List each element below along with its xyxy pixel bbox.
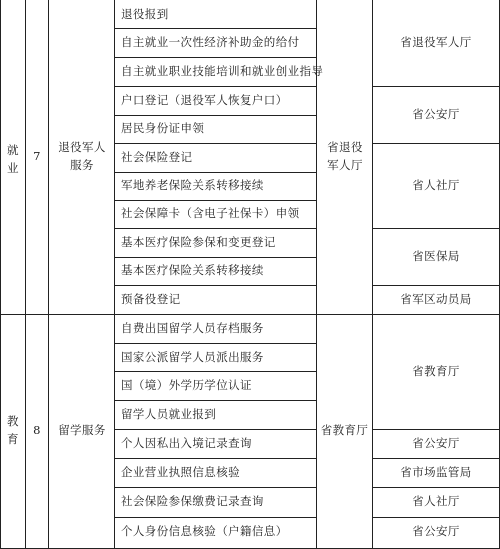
lead-dept-cell: 省退役军人厅	[327, 140, 363, 172]
table-line	[372, 143, 500, 144]
table-line	[114, 517, 317, 518]
dept-cell: 省医保局	[412, 249, 460, 263]
service-item: 个人身份信息核验（户籍信息）	[121, 524, 288, 538]
dept-cell: 省公安厅	[412, 436, 460, 450]
table-line	[114, 285, 317, 286]
table-line	[372, 228, 500, 229]
table-line	[114, 257, 317, 258]
dept-cell: 省人社厅	[412, 494, 460, 508]
table-line	[114, 57, 317, 58]
table-line	[114, 86, 317, 87]
service-cell: 留学服务	[58, 423, 106, 437]
number-cell: 8	[33, 423, 41, 437]
table-line	[114, 371, 317, 372]
category-cell: 就业	[7, 143, 19, 175]
service-item: 国家公派留学人员派出服务	[121, 350, 264, 364]
service-item: 退役报到	[121, 7, 169, 21]
service-item: 社会保险登记	[121, 150, 193, 164]
service-item: 军地养老保险关系转移接续	[121, 178, 264, 192]
dept-cell: 省公安厅	[412, 107, 460, 121]
dept-cell: 省市场监管局	[400, 465, 472, 479]
table-line	[48, 0, 49, 549]
service-item: 基本医疗保险参保和变更登记	[121, 235, 276, 249]
table-line	[114, 487, 317, 488]
table-line	[114, 200, 317, 201]
table-line	[372, 285, 500, 286]
service-item: 留学人员就业报到	[121, 407, 217, 421]
dept-cell: 省人社厅	[412, 178, 460, 192]
table-line	[114, 343, 317, 344]
table-line	[114, 458, 317, 459]
table-line	[114, 115, 317, 116]
number-cell: 7	[33, 149, 41, 163]
service-item: 预备役登记	[121, 292, 181, 306]
table-line	[316, 0, 317, 549]
service-item: 自费出国留学人员存档服务	[121, 321, 264, 335]
service-item: 基本医疗保险关系转移接续	[121, 263, 264, 277]
table-line	[0, 314, 500, 315]
lead-dept-cell: 省教育厅	[320, 423, 369, 437]
table-line	[25, 0, 26, 549]
service-item: 社会保障卡（含电子社保卡）申领	[121, 206, 300, 220]
table-line	[114, 143, 317, 144]
dept-cell: 省教育厅	[412, 364, 460, 378]
table-line	[114, 400, 317, 401]
category-cell: 教育	[7, 414, 19, 446]
table-line	[372, 86, 500, 87]
service-item: 企业营业执照信息核验	[121, 465, 240, 479]
table-line	[114, 429, 317, 430]
table-line	[114, 0, 115, 549]
table-line	[0, 0, 1, 549]
table-line	[114, 228, 317, 229]
service-item: 户口登记（退役军人恢复户口）	[121, 93, 288, 107]
service-item: 自主就业一次性经济补助金的给付	[121, 35, 300, 49]
dept-cell: 省军区动员局	[400, 292, 472, 306]
table-line	[372, 487, 500, 488]
table-line	[114, 28, 317, 29]
dept-cell: 省退役军人厅	[400, 35, 472, 49]
service-cell: 退役军人服务	[58, 140, 106, 172]
service-item: 国（境）外学历学位认证	[121, 378, 252, 392]
service-item: 自主就业职业技能培训和就业创业指导	[121, 64, 324, 78]
dept-cell: 省公安厅	[412, 524, 460, 538]
table-line	[114, 172, 317, 173]
service-item: 个人因私出入境记录查询	[121, 436, 252, 450]
service-item: 社会保险参保缴费记录查询	[121, 494, 264, 508]
table-line	[372, 429, 500, 430]
service-item: 居民身份证申领	[121, 121, 205, 135]
table-line	[372, 458, 500, 459]
table-line	[372, 517, 500, 518]
